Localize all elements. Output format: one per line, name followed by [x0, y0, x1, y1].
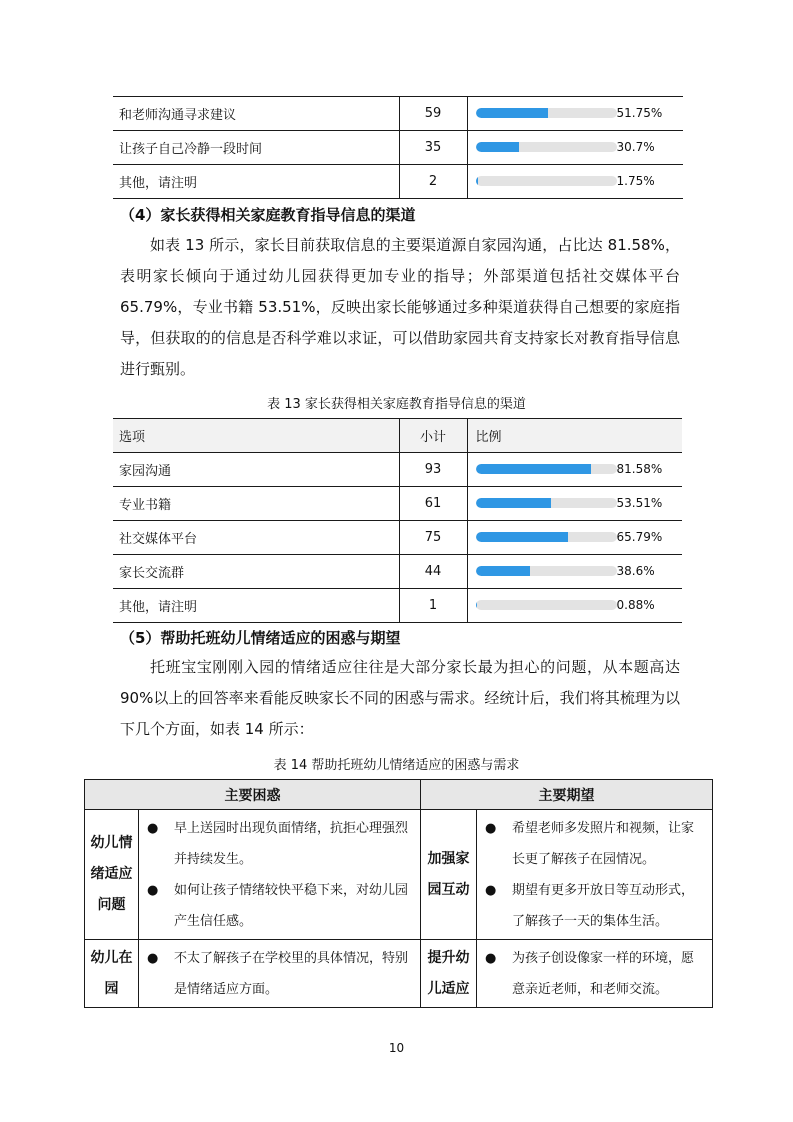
ratio-bar-fill	[476, 532, 569, 542]
section-5-paragraph: 托班宝宝刚刚入园的情绪适应往往是大部分家长最为担心的问题，从本题高达 90%以上的回答率来看能反映家长不同的困惑与需求。经统计后，我们将其梳理为以下几个方面，如表 14 所示：	[120, 658, 680, 738]
expectation-item	[477, 875, 706, 937]
expectation-label: 提升幼儿适应	[421, 940, 477, 1008]
confusion-list	[139, 810, 420, 939]
ratio-percent: 0.88%	[616, 598, 655, 612]
option-label: 社交媒体平台	[113, 521, 399, 555]
option-count: 44	[399, 555, 467, 589]
expectation-list	[477, 940, 712, 1007]
ratio-percent: 81.58%	[616, 462, 663, 476]
table-13-caption: 表 13 家长获得相关家庭教育指导信息的渠道	[267, 397, 526, 412]
table-13-row	[113, 521, 682, 555]
option-ratio-cell	[467, 555, 682, 589]
header-count: 小计	[399, 419, 467, 453]
ratio-percent: 38.6%	[616, 564, 655, 578]
option-ratio-cell	[467, 487, 682, 521]
table-13-row	[113, 487, 682, 521]
ratio-bar-track	[476, 108, 617, 118]
page-number: 10	[388, 1041, 405, 1055]
ratio-percent: 30.7%	[616, 140, 655, 154]
table-13-row	[113, 589, 682, 623]
confusion-item	[139, 943, 414, 1005]
section-4-paragraph: 如表 13 所示，家长目前获取信息的主要渠道源自家园沟通，占比达 81.58%，表明家长倾向于通过幼儿园获得更加专业的指导；外部渠道包括社交媒体平台 65.79%，专业书籍 53.51%，反映出家长能够通过多种渠道获得自己想要的家庭指导，但获取的的信息是否科学难以求证，可以借助家园共育支持家长对教育指导信息进行甄别。	[120, 236, 680, 378]
option-ratio-cell	[467, 131, 683, 165]
confusion-label: 幼儿在园	[85, 940, 139, 1008]
ratio-bar-track	[476, 176, 617, 186]
bullet-icon: ●	[485, 821, 497, 836]
header-main-confusion: 主要困惑	[85, 780, 421, 810]
table-14-row	[85, 940, 713, 1008]
section-4-heading: （4）家长获得相关家庭教育指导信息的渠道	[120, 206, 416, 224]
ratio-bar-fill	[476, 142, 519, 152]
option-label: 其他，请注明	[113, 589, 399, 623]
table-13	[113, 418, 682, 623]
ratio-bar-track	[476, 142, 617, 152]
option-count: 75	[399, 521, 467, 555]
option-label: 家长交流群	[113, 555, 399, 589]
expectation-items	[477, 940, 713, 1008]
option-label: 专业书籍	[113, 487, 399, 521]
ratio-bar-fill	[476, 176, 478, 186]
expectation-items	[477, 810, 713, 940]
expectation-label: 加强家园互动	[421, 810, 477, 940]
header-option: 选项	[113, 419, 399, 453]
confusion-text: 不太了解孩子在学校里的具体情况，特别是情绪适应方面。	[174, 951, 409, 997]
bullet-icon: ●	[147, 951, 159, 966]
ratio-bar-fill	[476, 464, 591, 474]
table-14	[84, 779, 713, 1008]
ratio-bar-fill	[476, 566, 530, 576]
confusion-item	[139, 813, 414, 875]
confusion-items	[139, 940, 421, 1008]
header-ratio: 比例	[467, 419, 682, 453]
confusion-text: 早上送园时出现负面情绪，抗拒心理强烈并持续发生。	[174, 821, 409, 867]
option-count: 59	[399, 97, 467, 131]
table-prev-row	[113, 97, 683, 131]
expectation-text: 为孩子创设像家一样的环境，愿意亲近老师，和老师交流。	[512, 951, 695, 997]
bullet-icon: ●	[485, 951, 497, 966]
option-label: 家园沟通	[113, 453, 399, 487]
ratio-bar-fill	[476, 600, 478, 610]
option-label: 和老师沟通寻求建议	[113, 97, 399, 131]
table-13-row	[113, 453, 682, 487]
option-ratio-cell	[467, 165, 683, 199]
table-14-header-row	[85, 780, 713, 810]
option-ratio-cell	[467, 521, 682, 555]
option-count: 93	[399, 453, 467, 487]
ratio-bar-fill	[476, 498, 551, 508]
ratio-bar-track	[476, 532, 617, 542]
confusion-item	[139, 875, 414, 937]
option-label: 其他，请注明	[113, 165, 399, 199]
ratio-bar-fill	[476, 108, 549, 118]
table-prev-row	[113, 131, 683, 165]
header-main-expectation: 主要期望	[421, 780, 713, 810]
ratio-percent: 51.75%	[616, 106, 663, 120]
expectation-list	[477, 810, 712, 939]
ratio-percent: 1.75%	[616, 174, 655, 188]
ratio-percent: 65.79%	[616, 530, 663, 544]
bullet-icon: ●	[147, 883, 159, 898]
option-count: 61	[399, 487, 467, 521]
ratio-percent: 53.51%	[616, 496, 663, 510]
confusion-label: 幼儿情绪适应问题	[85, 810, 139, 940]
section-5-heading: （5）帮助托班幼儿情绪适应的困惑与期望	[120, 629, 401, 647]
option-ratio-cell	[467, 97, 683, 131]
survey-table-continued	[113, 96, 683, 199]
ratio-bar-track	[476, 498, 617, 508]
option-count: 35	[399, 131, 467, 165]
bullet-icon: ●	[147, 821, 159, 836]
table-14-row	[85, 810, 713, 940]
confusion-text: 如何让孩子情绪较快平稳下来，对幼儿园产生信任感。	[174, 883, 409, 929]
option-count: 2	[399, 165, 467, 199]
table-header-row	[113, 419, 682, 453]
expectation-text: 希望老师多发照片和视频，让家长更了解孩子在园情况。	[512, 821, 695, 867]
confusion-list	[139, 940, 420, 1007]
table-13-row	[113, 555, 682, 589]
table-prev-row	[113, 165, 683, 199]
ratio-bar-track	[476, 464, 617, 474]
confusion-items	[139, 810, 421, 940]
expectation-item	[477, 813, 706, 875]
bullet-icon: ●	[485, 883, 497, 898]
ratio-bar-track	[476, 566, 617, 576]
ratio-bar-track	[476, 600, 617, 610]
expectation-text: 期望有更多开放日等互动形式，了解孩子一天的集体生活。	[512, 883, 695, 929]
option-label: 让孩子自己冷静一段时间	[113, 131, 399, 165]
table-14-caption: 表 14 帮助托班幼儿情绪适应的困惑与需求	[273, 758, 520, 773]
expectation-item	[477, 943, 706, 1005]
option-ratio-cell	[467, 453, 682, 487]
option-count: 1	[399, 589, 467, 623]
option-ratio-cell	[467, 589, 682, 623]
